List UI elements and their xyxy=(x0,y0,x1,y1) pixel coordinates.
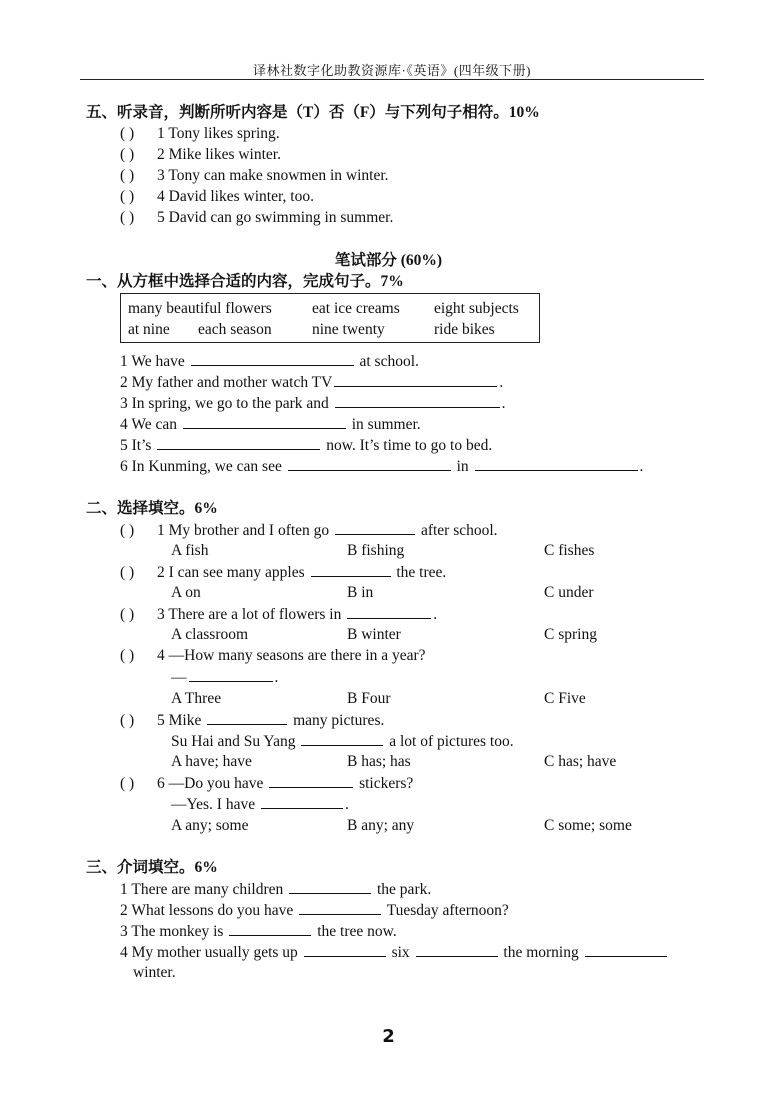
question-text: Su Hai and Su Yang xyxy=(171,733,296,750)
section1-heading: 一、从方框中选择合适的内容，完成句子。7% xyxy=(86,273,404,290)
option-c: C some; some xyxy=(544,817,632,834)
sentence-text: in summer. xyxy=(351,416,421,433)
sentence-text: 2 What lessons do you have xyxy=(120,902,294,919)
fill-sentence xyxy=(120,351,419,372)
dialogue-reply xyxy=(171,667,278,688)
sentence-text: now. It’s time to go to bed. xyxy=(326,437,493,454)
fill-sentence xyxy=(120,414,421,435)
sentence-text: 1 There are many children xyxy=(120,881,284,898)
sentence-text: 4 We can xyxy=(120,416,177,433)
sentence-text: in xyxy=(456,458,469,475)
item-text: 1 Tony likes spring. xyxy=(157,125,280,142)
question-text: after school. xyxy=(420,522,498,539)
answer-blank[interactable] xyxy=(229,921,311,936)
option-a: A classroom xyxy=(171,626,249,643)
sentence-text: the park. xyxy=(377,881,432,898)
option-b: B winter xyxy=(347,626,401,643)
word-option: at nine xyxy=(128,321,170,338)
answer-paren[interactable]: ( ) xyxy=(120,647,135,664)
listening-item xyxy=(120,208,393,228)
sentence-text: 3 In spring, we go to the park and xyxy=(120,395,329,412)
answer-paren[interactable]: ( ) xyxy=(120,606,135,623)
answer-blank[interactable] xyxy=(416,942,498,957)
answer-blank[interactable] xyxy=(288,456,451,471)
question-text: . xyxy=(433,606,438,623)
sentence-continuation: winter. xyxy=(133,964,176,981)
sentence-text: the morning xyxy=(503,944,579,961)
answer-paren[interactable]: ( ) xyxy=(120,167,135,184)
answer-blank[interactable] xyxy=(304,942,386,957)
listening-item xyxy=(120,145,281,165)
sentence-text: six xyxy=(391,944,410,961)
answer-blank[interactable] xyxy=(289,879,371,894)
answer-blank[interactable] xyxy=(475,456,638,471)
answer-blank[interactable] xyxy=(311,562,391,577)
answer-blank[interactable] xyxy=(335,393,500,408)
question-text: many pictures. xyxy=(293,712,385,729)
sentence-text: 2 My father and mother watch TV xyxy=(120,374,333,391)
question-line xyxy=(171,794,349,815)
fill-sentence xyxy=(120,879,431,900)
word-option: nine twenty xyxy=(312,321,385,338)
section2-heading: 二、选择填空。6% xyxy=(86,500,218,517)
answer-paren[interactable]: ( ) xyxy=(120,146,135,163)
listening-heading: 五、听录音，判断所听内容是（T）否（F）与下列句子相符。10% xyxy=(86,104,540,121)
answer-blank[interactable] xyxy=(347,604,431,619)
sentence-text: . xyxy=(501,395,506,412)
fill-sentence xyxy=(120,900,509,921)
fill-sentence xyxy=(120,942,669,963)
answer-paren[interactable]: ( ) xyxy=(120,522,135,539)
question-text: 6 —Do you have xyxy=(157,775,264,792)
answer-paren[interactable]: ( ) xyxy=(120,188,135,205)
question-text: —Yes. I have xyxy=(171,796,256,813)
item-text: 3 Tony can make snowmen in winter. xyxy=(157,167,389,184)
option-b: B in xyxy=(347,584,374,601)
fill-sentence xyxy=(120,393,506,414)
sentence-text: the tree now. xyxy=(317,923,397,940)
choice-question xyxy=(120,773,413,794)
page-header: 译林社数字化助教资源库·《英语》(四年级下册) xyxy=(253,63,531,78)
option-c: C under xyxy=(544,584,594,601)
answer-paren[interactable]: ( ) xyxy=(120,209,135,226)
answer-blank[interactable] xyxy=(585,942,667,957)
option-b: B fishing xyxy=(347,542,405,559)
choice-question xyxy=(120,562,446,583)
period: . xyxy=(274,669,279,686)
answer-paren[interactable]: ( ) xyxy=(120,125,135,142)
item-text: 5 David can go swimming in summer. xyxy=(157,209,394,226)
fill-sentence xyxy=(120,921,397,942)
choice-question xyxy=(120,604,437,625)
option-c: C spring xyxy=(544,626,597,643)
word-box xyxy=(120,293,540,343)
choice-question xyxy=(120,710,384,731)
question-text: 1 My brother and I often go xyxy=(157,522,330,539)
answer-blank[interactable] xyxy=(183,414,346,429)
header-rule xyxy=(80,79,704,80)
word-option: eight subjects xyxy=(434,300,519,317)
option-b: B Four xyxy=(347,690,391,707)
option-a: A on xyxy=(171,584,201,601)
question-text: 5 Mike xyxy=(157,712,202,729)
question-text: a lot of pictures too. xyxy=(389,733,514,750)
option-a: A any; some xyxy=(171,817,249,834)
answer-blank[interactable] xyxy=(261,794,343,809)
option-b: B has; has xyxy=(347,753,411,770)
fill-sentence xyxy=(120,456,643,477)
question-line xyxy=(171,731,514,752)
answer-blank[interactable] xyxy=(301,731,383,746)
sentence-text: 6 In Kunming, we can see xyxy=(120,458,282,475)
question-text: 3 There are a lot of flowers in xyxy=(157,606,342,623)
choice-question xyxy=(120,520,498,541)
listening-item xyxy=(120,124,280,144)
sentence-text: 5 It’s xyxy=(120,437,152,454)
sentence-text: 1 We have xyxy=(120,353,185,370)
listening-item xyxy=(120,187,314,207)
sentence-text: 3 The monkey is xyxy=(120,923,224,940)
sentence-text: . xyxy=(639,458,644,475)
written-part-title: 笔试部分 (60%) xyxy=(334,252,443,269)
item-text: 2 Mike likes winter. xyxy=(157,146,281,163)
choice-question xyxy=(120,646,426,666)
sentence-text: . xyxy=(499,374,504,391)
listening-item xyxy=(120,166,389,186)
fill-sentence xyxy=(120,435,492,456)
item-text: 4 David likes winter, too. xyxy=(157,188,314,205)
word-option: eat ice creams xyxy=(312,300,400,317)
answer-blank[interactable] xyxy=(189,667,273,682)
answer-blank[interactable] xyxy=(334,372,497,387)
option-b: B any; any xyxy=(347,817,415,834)
page-number: 2 xyxy=(382,1026,395,1047)
answer-blank[interactable] xyxy=(299,900,381,915)
answer-paren[interactable]: ( ) xyxy=(120,712,135,729)
option-a: A fish xyxy=(171,542,209,559)
question-text: stickers? xyxy=(359,775,414,792)
question-text: 4 —How many seasons are there in a year? xyxy=(157,647,426,664)
option-a: A Three xyxy=(171,690,222,707)
answer-blank[interactable] xyxy=(191,351,354,366)
answer-blank[interactable] xyxy=(157,435,320,450)
fill-sentence xyxy=(120,372,503,393)
answer-paren[interactable]: ( ) xyxy=(120,564,135,581)
option-c: C Five xyxy=(544,690,586,707)
word-option: many beautiful flowers xyxy=(128,300,272,317)
answer-blank[interactable] xyxy=(207,710,287,725)
section3-heading: 三、介词填空。6% xyxy=(86,859,218,876)
question-text: . xyxy=(344,796,349,813)
option-c: C has; have xyxy=(544,753,617,770)
question-text: 2 I can see many apples xyxy=(157,564,305,581)
option-c: C fishes xyxy=(544,542,595,559)
dash: — xyxy=(171,669,187,686)
option-a: A have; have xyxy=(171,753,252,770)
answer-blank[interactable] xyxy=(335,520,415,535)
sentence-text: 4 My mother usually gets up xyxy=(120,944,298,961)
word-option: each season xyxy=(198,321,272,338)
answer-paren[interactable]: ( ) xyxy=(120,775,135,792)
sentence-text: Tuesday afternoon? xyxy=(386,902,509,919)
sentence-text: at school. xyxy=(359,353,419,370)
answer-blank[interactable] xyxy=(269,773,353,788)
word-option: ride bikes xyxy=(434,321,495,338)
question-text: the tree. xyxy=(396,564,447,581)
